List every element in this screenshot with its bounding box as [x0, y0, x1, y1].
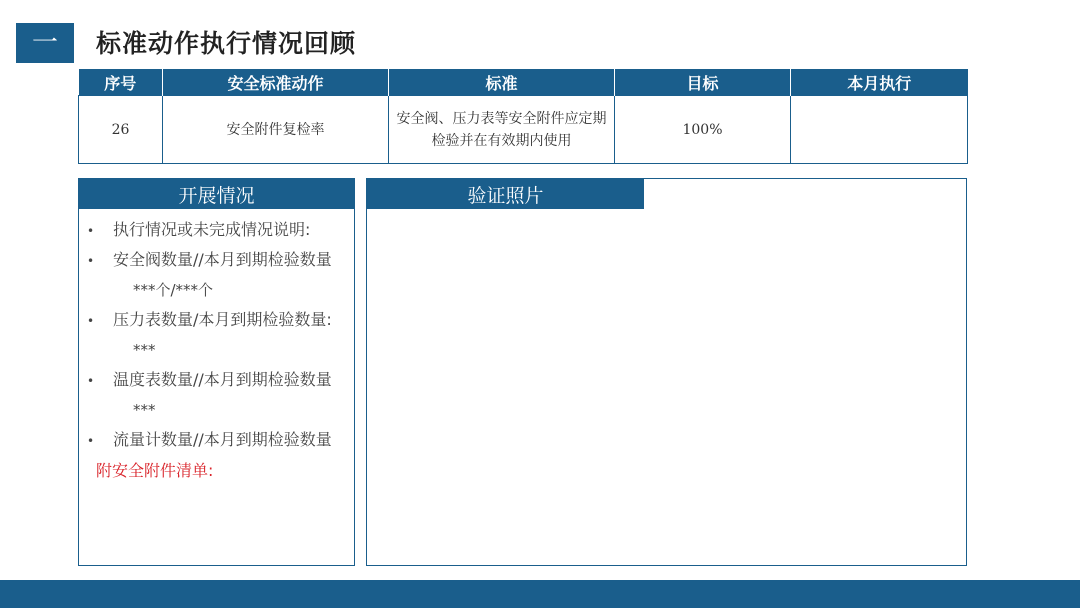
column-header-standard: 标准	[389, 69, 615, 96]
list-item-text: 温度表数量//本月到期检验数量	[113, 370, 332, 389]
list-item-value: ***	[133, 401, 156, 419]
cell-execution[interactable]	[791, 96, 968, 164]
column-header-execution: 本月执行	[791, 69, 968, 96]
list-item	[87, 365, 354, 425]
table-row	[79, 96, 968, 164]
list-item-text: 压力表数量/本月到期检验数量:	[113, 310, 332, 329]
list-item	[87, 245, 354, 305]
photo-panel	[366, 178, 967, 566]
bullet-icon: •	[87, 434, 95, 448]
cell-action: 安全附件复检率	[163, 96, 389, 164]
progress-panel-title: 开展情况	[79, 179, 354, 209]
bullet-icon: •	[87, 224, 95, 238]
cell-no: 26	[79, 96, 163, 164]
attachment-note: 附安全附件清单:	[96, 461, 214, 480]
photo-area[interactable]	[367, 209, 966, 565]
cell-standard: 安全阀、压力表等安全附件应定期检验并在有效期内使用	[389, 96, 615, 164]
photo-panel-title: 验证照片	[367, 179, 644, 209]
column-header-no: 序号	[79, 69, 163, 96]
list-item-text: 安全阀数量//本月到期检验数量	[113, 250, 332, 269]
progress-list	[79, 209, 354, 455]
section-number-badge	[16, 23, 74, 63]
bullet-icon: •	[87, 314, 95, 328]
bullet-icon: •	[87, 374, 95, 388]
page-title: 标准动作执行情况回顾	[96, 29, 357, 58]
cell-target: 100%	[615, 96, 791, 164]
column-header-target: 目标	[615, 69, 791, 96]
column-header-action: 安全标准动作	[163, 69, 389, 96]
list-item	[87, 305, 354, 365]
table-header-row	[79, 69, 968, 96]
action-table	[78, 69, 968, 164]
bullet-icon: •	[87, 254, 95, 268]
list-item	[87, 425, 354, 455]
footer-bar	[0, 580, 1080, 608]
section-number: 一	[31, 28, 58, 58]
list-item-text: 流量计数量//本月到期检验数量	[113, 430, 332, 449]
list-item-value: ***	[133, 341, 156, 359]
progress-panel	[78, 178, 355, 566]
list-item-text: 执行情况或未完成情况说明:	[113, 220, 311, 239]
list-item	[87, 215, 354, 245]
list-item-value: ***个/***个	[133, 281, 214, 299]
